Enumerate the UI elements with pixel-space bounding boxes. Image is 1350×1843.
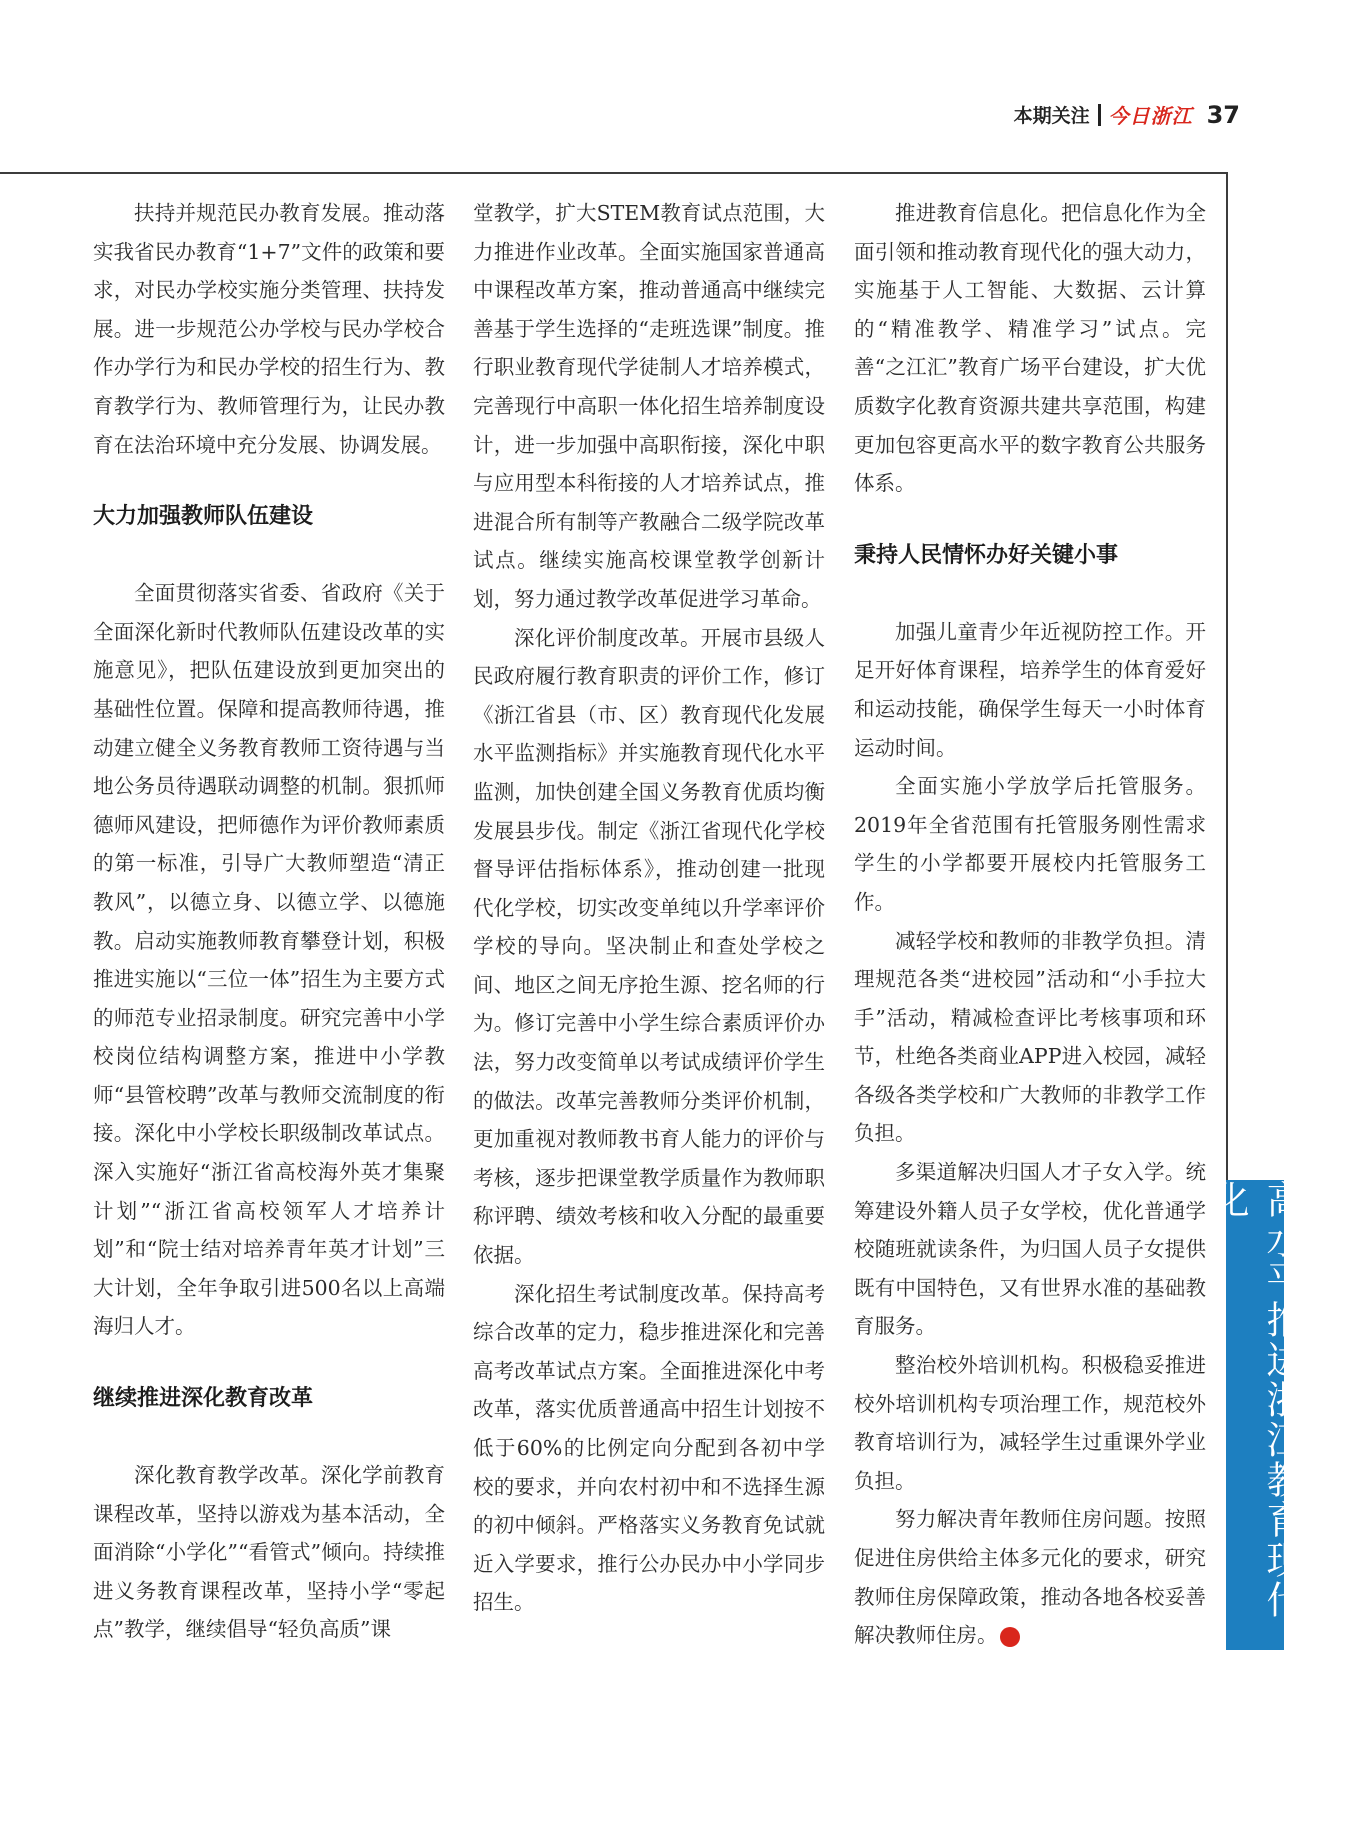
column-3 bbox=[854, 194, 1206, 1655]
paragraph: 加强儿童青少年近视防控工作。开足开好体育课程，培养学生的体育爱好和运动技能，确保学生每天一小时体育运动时间。 bbox=[854, 619, 1206, 760]
header-separator bbox=[1098, 104, 1101, 126]
page-header bbox=[1014, 100, 1240, 129]
end-mark-icon bbox=[1000, 1627, 1020, 1647]
paragraph: 深化招生考试制度改革。保持高考综合改革的定力，稳步推进深化和完善高考改革试点方案。全面推进深化中考改革，落实优质普通高中招生计划按不低于60%的比例定向分配到各初中学校的要求，并向农村初中和不选择生源的初中倾斜。严格落实义务教育免试就近入学要求，推行公办民办中小学同步招生。 bbox=[473, 1281, 825, 1615]
magazine-logo: 今日浙江 bbox=[1108, 104, 1193, 128]
paragraph: 深化评价制度改革。开展市县级人民政府履行教育职责的评价工作，修订《浙江省县（市、区）教育现代化发展水平监测指标》并实施教育现代化水平监测，加快创建全国义务教育优质均衡发展县步伐。制定《浙江省现代化学校督导评估指标体系》，推动创建一批现代化学校，切实改变单纯以升学率评价学校的导向。坚决制止和查处学校之间、地区之间无序抢生源、挖名师的行为。修订完善中小学生综合素质评价办法，努力改变简单以考试成绩评价学生的做法。改革完善教师分类评价机制，更加重视对教师教书育人能力的评价与考核，逐步把课堂教学质量作为教师职称评聘、绩效考核和收入分配的最重要依据。 bbox=[473, 625, 825, 1268]
paragraph-text: 努力解决青年教师住房问题。按照促进住房供给主体多元化的要求，研究教师住房保障政策，推动各地各校妥善解决教师住房。 bbox=[854, 1507, 1206, 1648]
paragraph bbox=[854, 1500, 1206, 1654]
top-rule bbox=[0, 172, 1228, 174]
side-tab-label: 高水平推进浙江教育现代化 bbox=[1205, 1180, 1304, 1620]
side-tab bbox=[1205, 1180, 1304, 1650]
paragraph: 全面实施小学放学后托管服务。2019年全省范围有托管服务刚性需求学生的小学都要开展校内托管服务工作。 bbox=[854, 774, 1206, 914]
column-1 bbox=[93, 194, 445, 1649]
paragraph: 扶持并规范民办教育发展。推动落实我省民办教育“1+7”文件的政策和要求，对民办学校实施分类管理、扶持发展。进一步规范公办学校与民办学校合作办学行为和民办学校的招生行为、教育教学行为、教师管理行为，让民办教育在法治环境中充分发展、协调发展。 bbox=[93, 201, 445, 457]
paragraph: 全面贯彻落实省委、省政府《关于全面深化新时代教师队伍建设改革的实施意见》，把队伍建设放到更加突出的基础性位置。保障和提高教师待遇，推动建立健全义务教育教师工资待遇与当地公务员待遇联动调整的机制。狠抓师德师风建设，把师德作为评价教师素质的第一标准，引导广大教师塑造“清正教风”，以德立身、以德立学、以德施教。启动实施教师教育攀登计划，积极推进实施以“三位一体”招生为主要方式的师范专业招录制度。研究完善中小学校岗位结构调整方案，推进中小学教师“县管校聘”改革与教师交流制度的衔接。深化中小学校长职级制改革试点。深入实施好“浙江省高校海外英才集聚计划”“浙江省高校领军人才培养计划”和“院士结对培养青年英才计划”三大计划，全年争取引进500名以上高端海归人才。 bbox=[93, 581, 445, 1339]
paragraph: 整治校外培训机构。积极稳妥推进校外培训机构专项治理工作，规范校外教育培训行为，减轻学生过重课外学业负担。 bbox=[854, 1353, 1206, 1493]
paragraph: 减轻学校和教师的非教学负担。清理规范各类“进校园”活动和“小手拉大手”活动，精减检查评比考核事项和环节，杜绝各类商业APP进入校园，减轻各级各类学校和广大教师的非教学工作负担。 bbox=[854, 928, 1206, 1146]
paragraph: 堂教学，扩大STEM教育试点范围，大力推进作业改革。全面实施国家普通高中课程改革方案，推动普通高中继续完善基于学生选择的“走班选课”制度。推行职业教育现代学徒制人才培养模式，完善现行中高职一体化招生培养制度设计，进一步加强中高职衔接，深化中职与应用型本科衔接的人才培养试点，推进混合所有制等产教融合二级学院改革试点。继续实施高校课堂教学创新计划，努力通过教学改革促进学习革命。 bbox=[473, 201, 825, 611]
section-heading: 秉持人民情怀办好关键小事 bbox=[854, 542, 1119, 568]
section-label: 本期关注 bbox=[1013, 105, 1090, 127]
page-number: 37 bbox=[1206, 100, 1240, 129]
section-heading: 继续推进深化教育改革 bbox=[93, 1386, 314, 1412]
paragraph: 深化教育教学改革。深化学前教育课程改革，坚持以游戏为基本活动，全面消除“小学化”“看管式”倾向。持续推进义务教育课程改革，坚持小学“零起点”教学，继续倡导“轻负高质”课 bbox=[93, 1463, 445, 1642]
paragraph: 多渠道解决归国人才子女入学。统筹建设外籍人员子女学校，优化普通学校随班就读条件，为归国人员子女提供既有中国特色，又有世界水准的基础教育服务。 bbox=[854, 1160, 1206, 1339]
paragraph: 推进教育信息化。把信息化作为全面引领和推动教育现代化的强大动力，实施基于人工智能、大数据、云计算的“精准教学、精准学习”试点。完善“之江汇”教育广场平台建设，扩大优质数字化教育资源共建共享范围，构建更加包容更高水平的数字教育公共服务体系。 bbox=[854, 201, 1206, 496]
right-rule bbox=[1226, 172, 1228, 1182]
section-heading: 大力加强教师队伍建设 bbox=[93, 504, 314, 530]
column-2 bbox=[473, 194, 825, 1622]
